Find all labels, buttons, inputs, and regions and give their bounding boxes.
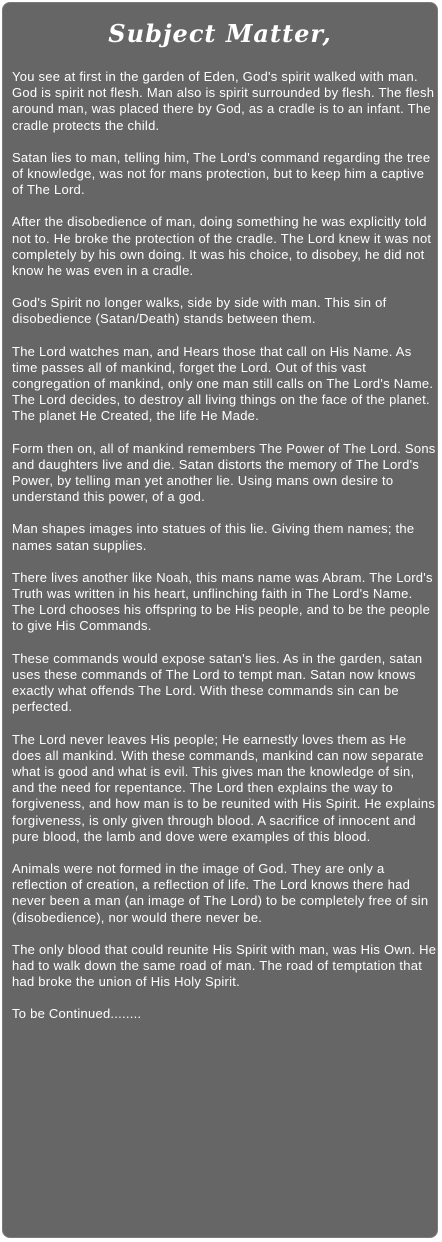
paragraph: Man shapes images into statues of this lie. Giving them names; the names satan supplies.: [12, 521, 415, 553]
article-body: [12, 69, 437, 1039]
content-panel: [2, 2, 438, 1238]
to-be-continued: To be Continued........: [12, 1006, 142, 1022]
paragraph: The Lord never leaves His people; He earnestly loves them as He does all mankind. With these commands, mankind can now separate what is good and what is evil. This gives man the knowledge of sin, and the need for repentance. The Lord then explains the way to forgiveness, and how man is to be reunited with His Spirit. He explains forgiveness, is only given through blood. A sacrifice of innocent and pure blood, the lamb and dove were examples of this blood.: [12, 731, 436, 844]
paragraph: Satan lies to man, telling him, The Lord's command regarding the tree of knowledge, was not for mans protection, but to keep him a captive of The Lord.: [12, 149, 431, 198]
paragraph: You see at first in the garden of Eden, God's spirit walked with man. God is spirit not flesh. Man also is spirit surrounded by flesh. The flesh around man, was placed there by God, as a cradle is to an infant. The cradle protects the child.: [12, 69, 435, 133]
page-title: Subject Matter,: [108, 19, 332, 48]
paragraph: Animals were not formed in the image of God. They are only a reflection of creation, a reflection of life. The Lord knows there had never been a man (an image of The Lord) to be completely free of sin (disobedience), nor would there never be.: [12, 860, 429, 925]
paragraph: The only blood that could reunite His Spirit with man, was His Own. He had to walk down the same road of man. The road of temptation that had broke the union of His Holy Spirit.: [12, 941, 437, 990]
paragraph: After the disobedience of man, doing something he was explicitly told not to. He broke the protection of the cradle. The Lord knew it was not completely by his own doing. It was his choice, to disobey, he did not know he was even in a cradle.: [12, 214, 432, 279]
paragraph: Form then on, all of mankind remembers The Power of The Lord. Sons and daughters live and die. Satan distorts the memory of The Lord's Power, by telling man yet another lie. Using mans own desire to understand this power, of a god.: [12, 440, 436, 505]
paragraph: There lives another like Noah, this mans name was Abram. The Lord's Truth was written in his heart, unflinching faith in The Lord's Name. The Lord chooses his offspring to be His people, and to be the people to give His Commands.: [12, 569, 433, 634]
paragraph: These commands would expose satan's lies. As in the garden, satan uses these commands of The Lord to tempt man. Satan now knows exactly what offends The Lord. With these commands sin can be perfected.: [12, 650, 423, 715]
paragraph: The Lord watches man, and Hears those that call on His Name. As time passes all of mankind, forget the Lord. Out of this vast congregation of mankind, only one man still calls on The Lord's Name. The Lord decides, to destroy all living things on the face of the planet. The planet He Created, the life He Made.: [12, 343, 434, 424]
paragraph: God's Spirit no longer walks, side by side with man. This sin of disobedience (Satan/Death) stands between them.: [12, 295, 387, 327]
